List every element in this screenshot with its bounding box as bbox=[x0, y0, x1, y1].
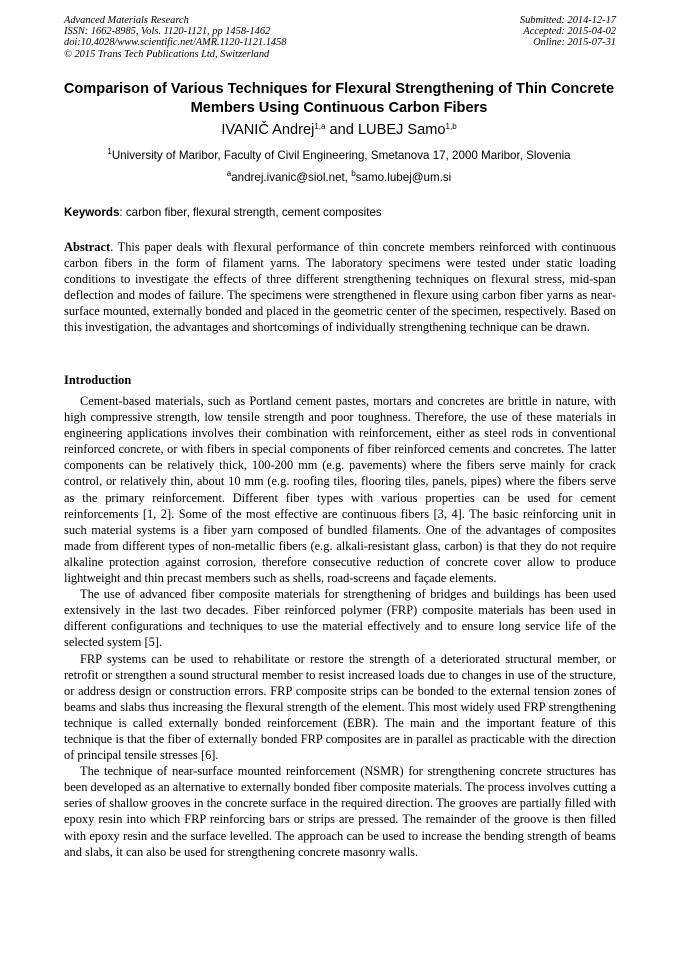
author-affil-marker: 1,a bbox=[314, 122, 326, 131]
author-name: IVANIČ Andrej bbox=[221, 122, 315, 138]
author-emails bbox=[40, 171, 638, 185]
paragraph: The technique of near-surface mounted reinforcement (NSMR) for strengthening concrete structures has been developed as an alternative to externally bonded fiber composite materials. The process involves cutting a series of shallow grooves in the concrete surface in the required direction. The grooves are partially filled with epoxy resin into which FRP reinforcing bars or strips are pressed. The remainder of the groove is then filled with epoxy resin and the surface levelled. The approach can be used to increase the bending strength of beams and slabs, it can also be used for strengthening concrete masonry walls. bbox=[64, 764, 616, 859]
author-connector: and bbox=[325, 122, 358, 138]
abstract-label: Abstract bbox=[64, 240, 111, 254]
email-address: samo.lubej@um.si bbox=[355, 171, 452, 184]
online-date: Online: 2015-07-31 bbox=[533, 37, 616, 49]
abstract bbox=[64, 239, 616, 336]
keywords bbox=[64, 206, 616, 220]
paragraph: FRP systems can be used to rehabilitate or restore the strength of a deteriorated structural member, or retrofit or strengthen a sound structural member to resist increased loads due to changes in use of the structure, or address design or construction errors. FRP composite strips can be bonded to the external tension zones of beams and slabs thus increasing the flexural strength of the element. This most widely used FRP strengthening technique is called externally bonded reinforcement (EBR). The main and the important feature of this technique is that the fiber of externally bonded FRP composites are in parallel as practicable with the direction of principal tensile stresses [6]. bbox=[64, 651, 616, 763]
author-line bbox=[40, 121, 638, 139]
issn-line: ISSN: 1662-8985, Vols. 1120-1121, pp 1458-1462 bbox=[64, 26, 271, 38]
submitted-date: Submitted: 2014-12-17 bbox=[519, 15, 616, 26]
section-heading: Introduction bbox=[64, 373, 132, 387]
author-affil-marker: 1,b bbox=[445, 122, 457, 131]
paragraph: The use of advanced fiber composite materials for strengthening of bridges and buildings has been used extensively in the last two decades. Fiber reinforced polymer (FRP) composite materials has been used in different configurations and techniques to use the material effectively and to ensure long service life of the selected system [5]. bbox=[64, 587, 616, 650]
copyright-line: © 2015 Trans Tech Publications Ltd, Switzerland bbox=[64, 48, 270, 60]
keywords-text: : carbon fiber, flexural strength, cement composites bbox=[119, 206, 382, 219]
email-address: andrej.ivanic@siol.net, bbox=[231, 171, 349, 184]
introduction-body bbox=[64, 393, 616, 860]
journal-name: Advanced Materials Research bbox=[64, 15, 189, 26]
author-name: LUBEJ Samo bbox=[357, 122, 446, 138]
affiliation-text: University of Maribor, Faculty of Civil Engineering, Smetanova 17, 2000 Maribor, Slovenia bbox=[111, 149, 571, 162]
keywords-label: Keywords bbox=[64, 206, 120, 219]
paragraph: Cement-based materials, such as Portland cement pastes, mortars and concretes are brittle in nature, with high compressive strength, low tensile strength and poor toughness. Therefore, the use of these materials in engineering applications involves their combination with reinforcement, either as steel rods in conventional reinforced concrete, or with fibers in special components of fiber reinforced cements and concretes. The latter components can be relatively thick, 100-200 mm (e.g. pavements) where the fibers serve mainly for crack control, or relatively thin, about 10 mm (e.g. roofing tiles, flooring tiles, panels, pipes) where the fibers serve as the primary reinforcement. Different fiber types with various properties can be used for cement reinforcements [1, 2]. Some of the most effective are continuous fibers [3, 4]. The basic reinforcing unit in such material systems is a fiber yarn composed of bundled filaments. One of the advantages of composites made from different types of non-metallic fibers (e.g. alkali-resistant glass, carbon) is that they do not require alkaline protection against corrosion, therefore consecutive reduction of concrete cover allow to produce lightweight and thin precast members such as shells, road-screens and façade elements. bbox=[64, 394, 616, 586]
journal-info bbox=[64, 15, 394, 60]
email-marker: b bbox=[351, 169, 356, 178]
doi-line: doi:10.4028/www.scientific.net/AMR.1120-1121.1458 bbox=[64, 37, 287, 49]
publication-dates bbox=[416, 15, 616, 49]
accepted-date: Accepted: 2015-04-02 bbox=[523, 26, 616, 38]
affiliation-marker: 1 bbox=[107, 147, 112, 156]
paper-title: Comparison of Various Techniques for Flexural Strengthening of Thin Concrete Members Using Continuous Carbon Fibers bbox=[63, 81, 615, 116]
email-marker: a bbox=[226, 169, 232, 178]
abstract-text: . This paper deals with flexural performance of thin concrete members reinforced with continuous carbon fibers in the form of filament yarns. The laboratory specimens were tested under static loading conditions to investigate the effects of three different strengthening techniques on flexural stress, mid-span deflection and modes of failure. The specimens were strengthened in flexure using carbon fiber yarns as near-surface mounted, externally bonded and placed in the geometric center of the specimen, respectively. Based on this investigation, the advantages and shortcomings of individually strengthening technique can be drawn. bbox=[64, 240, 616, 335]
affiliation bbox=[40, 149, 638, 163]
